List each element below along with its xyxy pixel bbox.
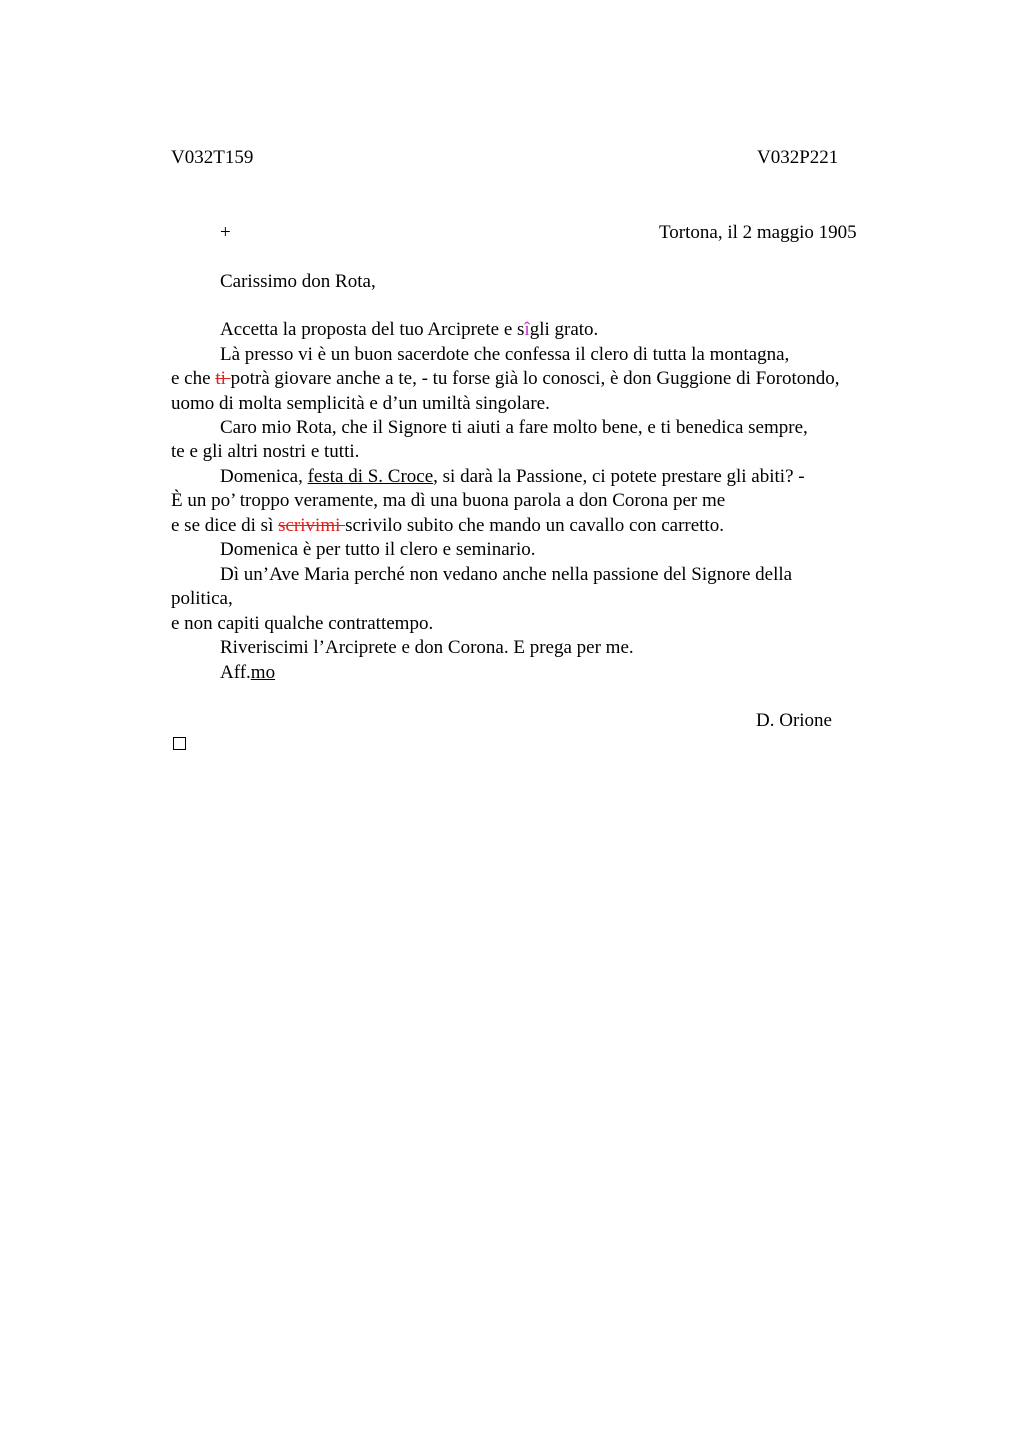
- underlined-text: festa di S. Croce: [307, 466, 434, 487]
- letter-line-11: Dì un’Ave Maria perché non vedano anche nella passione del Signore della: [220, 564, 793, 585]
- text-segment: Accetta la proposta del tuo Arciprete e s: [220, 319, 525, 340]
- letter-line-7: [220, 465, 805, 489]
- salutation: Carissimo don Rota,: [220, 271, 376, 292]
- deleted-text: scrivimi: [278, 515, 346, 536]
- deleted-text: ti: [215, 368, 231, 389]
- letter-line-6: te e gli altri nostri e tutti.: [171, 441, 360, 462]
- letter-line-3: [171, 367, 840, 391]
- checkbox-square-icon: [173, 737, 186, 750]
- text-segment: Aff.: [220, 662, 251, 683]
- text-segment: potrà giovare anche a te, - tu forse già lo conosci, è don Guggione di Forotondo,: [230, 368, 840, 389]
- inserted-text: î: [524, 319, 530, 340]
- place-date: Tortona, il 2 maggio 1905: [659, 222, 857, 243]
- text-segment: gli grato.: [529, 319, 599, 340]
- letter-line-4: uomo di molta semplicità e d’un umiltà singolare.: [171, 393, 550, 414]
- text-segment: , si darà la Passione, ci potete prestare gli abiti? -: [433, 466, 805, 487]
- letter-line-10: Domenica è per tutto il clero e seminario.: [220, 539, 536, 560]
- letter-line-1: [220, 318, 598, 342]
- closing-line: [220, 661, 275, 685]
- letter-line-8: È un po’ troppo veramente, ma dì una buona parola a don Corona per me: [171, 490, 726, 511]
- cross-mark: +: [220, 222, 231, 243]
- letter-line-2: Là presso vi è un buon sacerdote che confessa il clero di tutta la montagna,: [220, 344, 790, 365]
- letter-line-13: e non capiti qualche contrattempo.: [171, 613, 434, 634]
- letter-line-12: politica,: [171, 588, 233, 609]
- text-segment: scrivilo subito che mando un cavallo con carretto.: [345, 515, 724, 536]
- letter-line-5: Caro mio Rota, che il Signore ti aiuti a fare molto bene, e ti benedica sempre,: [220, 417, 808, 438]
- letter-line-9: [171, 514, 724, 538]
- text-segment: e se dice di sì: [171, 515, 279, 536]
- signature: D. Orione: [756, 710, 832, 731]
- text-segment: e che: [171, 368, 216, 389]
- header-left-code: V032T159: [171, 147, 254, 168]
- header-right-code: V032P221: [757, 147, 839, 168]
- letter-line-14: Riveriscimi l’Arciprete e don Corona. E prega per me.: [220, 637, 634, 658]
- text-segment: Domenica,: [220, 466, 308, 487]
- underlined-text: mo: [250, 662, 276, 683]
